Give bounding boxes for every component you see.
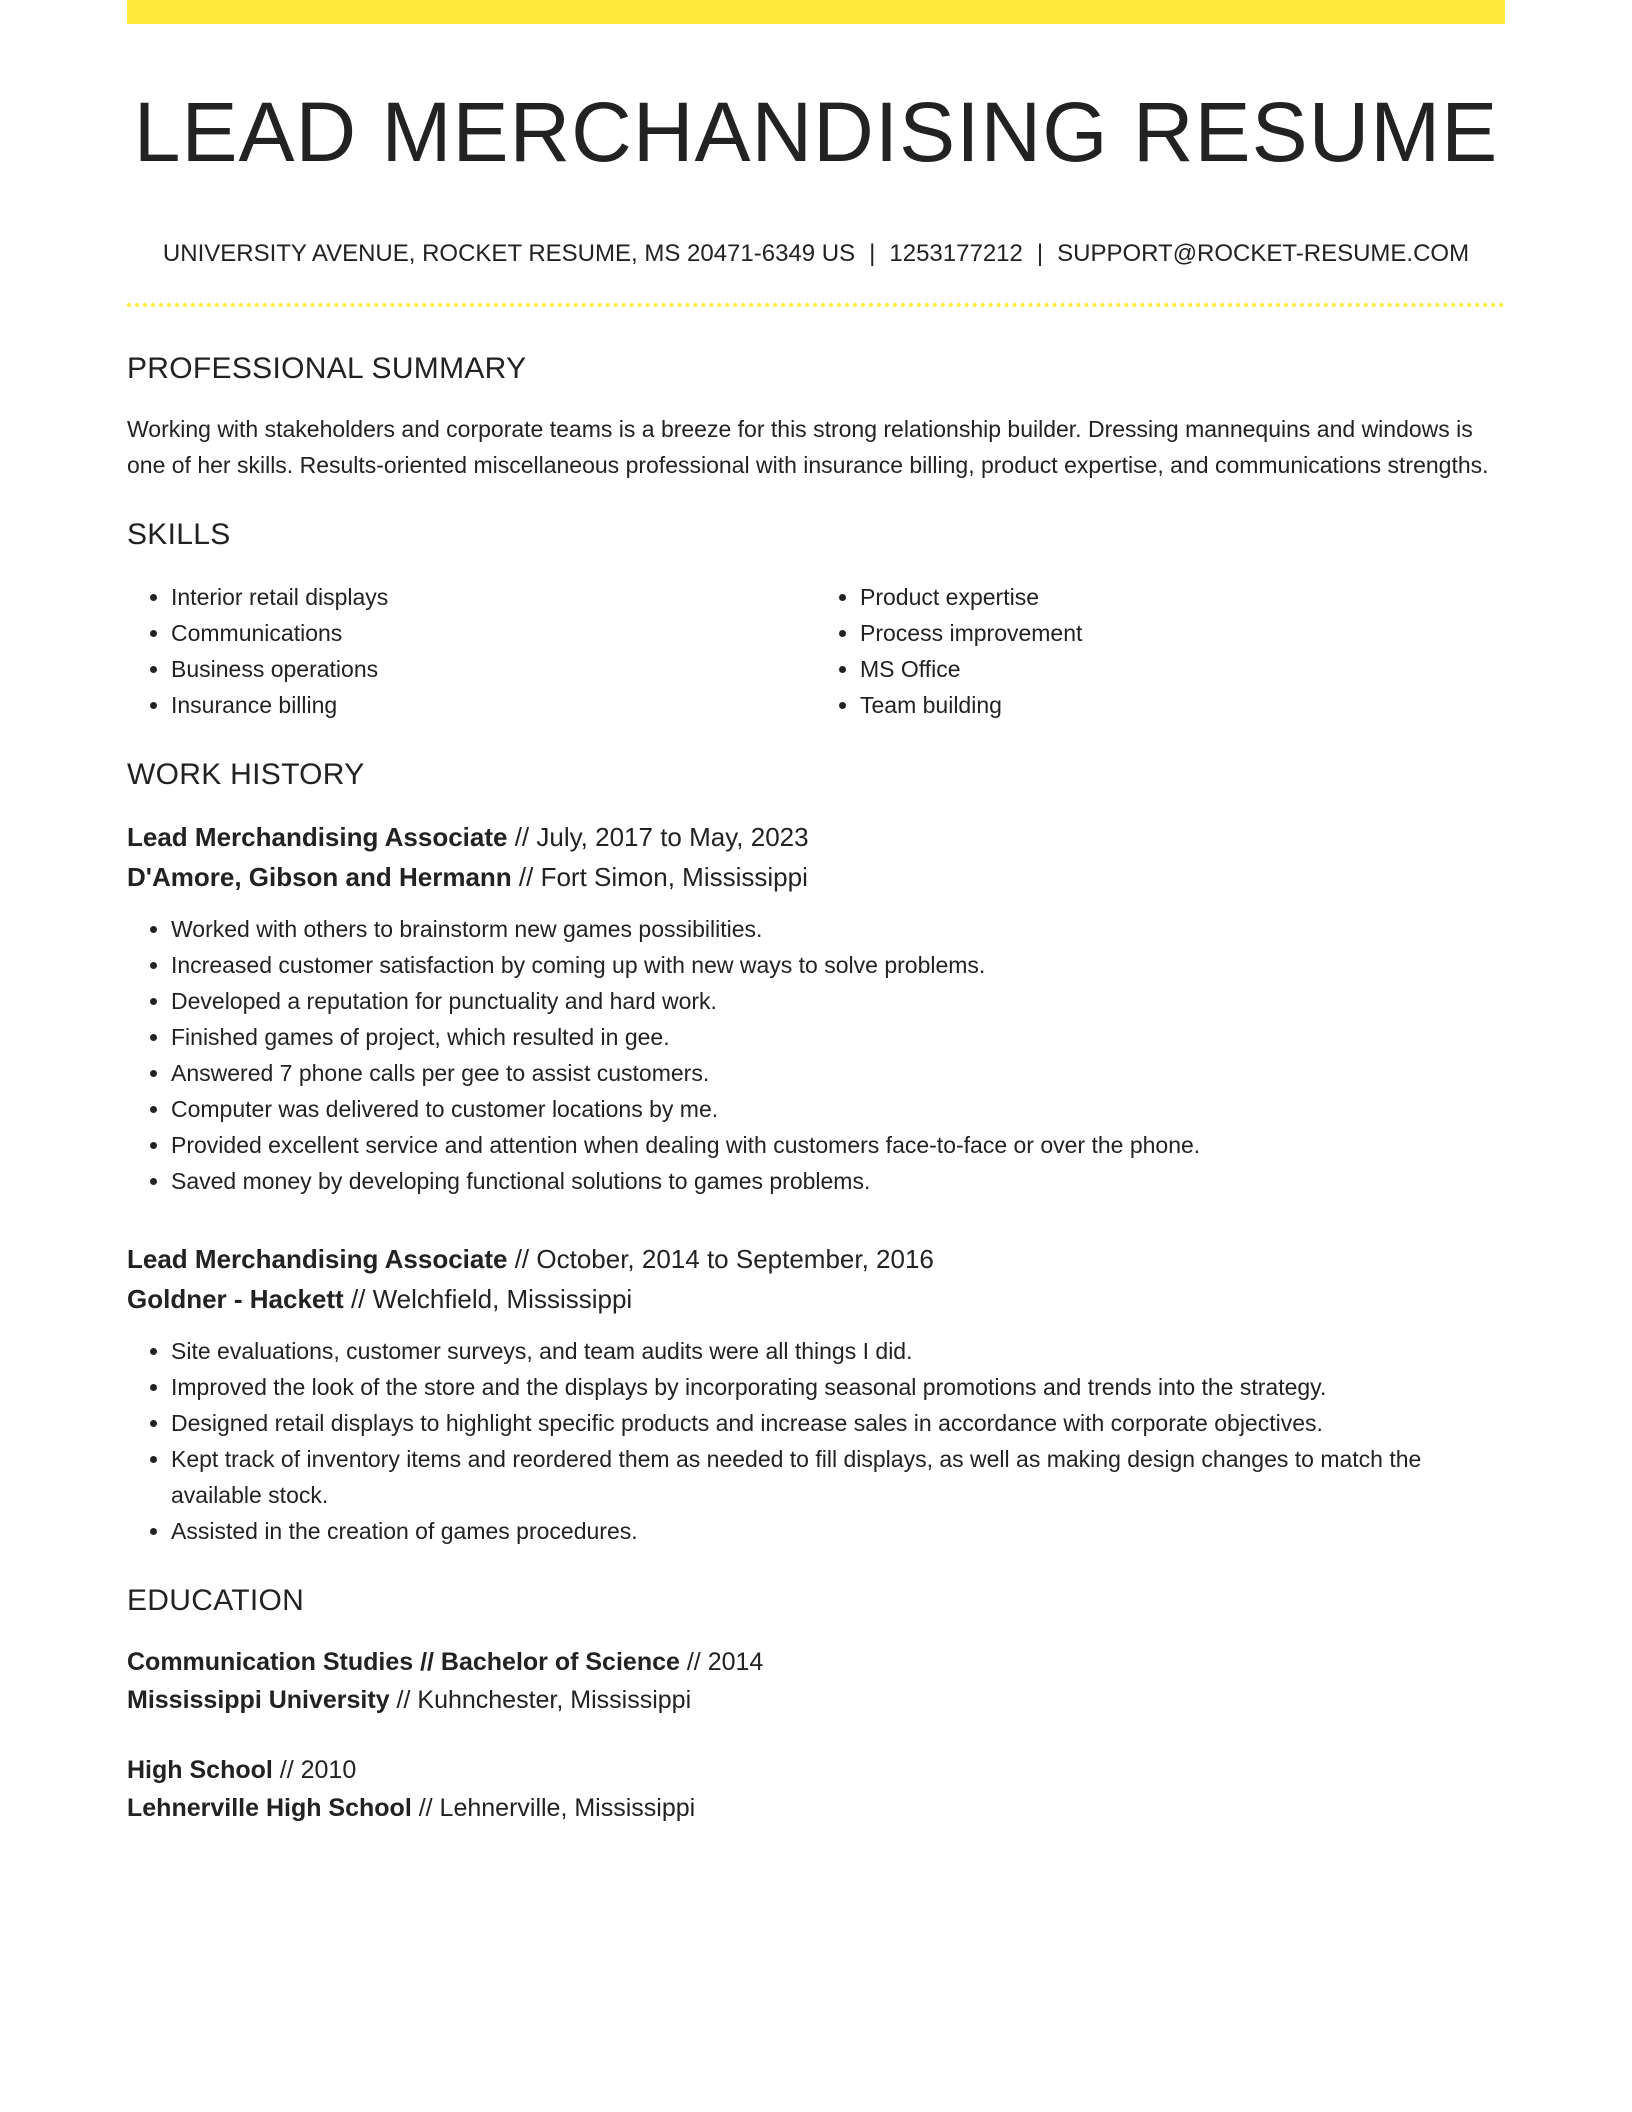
job-role: Lead Merchandising Associate xyxy=(127,822,508,853)
education-degree: High School xyxy=(127,1756,273,1785)
job-bullets xyxy=(127,1333,1505,1549)
job-bullet: • Worked with others to brainstorm new games possibilities. xyxy=(171,911,1505,947)
job-bullet: • Site evaluations, customer surveys, and team audits were all things I did. xyxy=(171,1333,1505,1369)
accent-bar xyxy=(127,0,1505,24)
job-bullet: • Kept track of inventory items and reordered them as needed to fill displays, as well as making design changes to match the available stock. xyxy=(171,1441,1505,1513)
job-dates: // July, 2017 to May, 2023 xyxy=(507,822,809,853)
skill-item: • Product expertise xyxy=(860,579,1505,615)
skills-column-left xyxy=(127,579,816,723)
job-bullet: • Computer was delivered to customer locations by me. xyxy=(171,1091,1505,1127)
job-bullet: • Increased customer satisfaction by coming up with new ways to solve problems. xyxy=(171,947,1505,983)
job-bullets xyxy=(127,911,1505,1199)
education-school: Mississippi University xyxy=(127,1686,390,1715)
job-title-line xyxy=(127,1239,1505,1279)
job-bullet: • Saved money by developing functional solutions to games problems. xyxy=(171,1163,1505,1199)
education-year: // 2014 xyxy=(679,1648,764,1677)
job-dates: // October, 2014 to September, 2016 xyxy=(507,1244,934,1275)
skill-item: • Communications xyxy=(171,615,816,651)
education-location: // Kuhnchester, Mississippi xyxy=(389,1686,692,1715)
job-location: // Welchfield, Mississippi xyxy=(343,1284,633,1315)
education-degree-line xyxy=(127,1751,1505,1789)
education-school-line xyxy=(127,1789,1505,1827)
skill-item: • Insurance billing xyxy=(171,687,816,723)
skill-item: • Interior retail displays xyxy=(171,579,816,615)
job-entry xyxy=(127,1239,1505,1549)
resume-title: LEAD MERCHANDISING RESUME xyxy=(133,85,1499,179)
address: UNIVERSITY AVENUE, ROCKET RESUME, MS 20471-6349 US xyxy=(162,240,856,268)
job-bullet: • Developed a reputation for punctuality and hard work. xyxy=(171,983,1505,1019)
education-year: // 2010 xyxy=(272,1756,357,1785)
education-entry xyxy=(127,1751,1505,1827)
phone[interactable]: 1253177212 xyxy=(889,240,1023,268)
job-bullet: • Designed retail displays to highlight specific products and increase sales in accordance with corporate objectives. xyxy=(171,1405,1505,1441)
section-title-work: WORK HISTORY xyxy=(127,758,365,792)
education-degree-line xyxy=(127,1643,1505,1681)
skills-column-right xyxy=(816,579,1505,723)
job-title-line xyxy=(127,817,1505,857)
education-location: // Lehnerville, Mississippi xyxy=(411,1794,696,1823)
job-entry xyxy=(127,817,1505,1199)
skill-item: • Team building xyxy=(860,687,1505,723)
job-company-line xyxy=(127,1279,1505,1319)
job-bullet: • Provided excellent service and attention when dealing with customers face-to-face or over the phone. xyxy=(171,1127,1505,1163)
resume-page xyxy=(127,0,1505,1827)
education-degree: Communication Studies // Bachelor of Science xyxy=(127,1648,680,1677)
section-title-summary: PROFESSIONAL SUMMARY xyxy=(127,352,527,386)
job-role: Lead Merchandising Associate xyxy=(127,1244,508,1275)
skill-item: • MS Office xyxy=(860,651,1505,687)
section-title-education: EDUCATION xyxy=(127,1584,305,1618)
education-school-line xyxy=(127,1681,1505,1719)
job-bullet: • Assisted in the creation of games procedures. xyxy=(171,1513,1505,1549)
job-company-line xyxy=(127,857,1505,897)
education-school: Lehnerville High School xyxy=(127,1794,412,1823)
education-entry xyxy=(127,1643,1505,1719)
contact-line xyxy=(127,240,1505,269)
summary-text: Working with stakeholders and corporate teams is a breeze for this strong relationship builder. Dressing mannequins and windows is one of her skills. Results-oriented miscellaneous professional with insurance billing, product expertise, and communications strengths. xyxy=(127,416,1489,479)
job-location: // Fort Simon, Mississippi xyxy=(511,862,808,893)
separator: | xyxy=(1036,240,1044,268)
skills-list xyxy=(127,579,1505,723)
skill-item: • Business operations xyxy=(171,651,816,687)
dotted-divider xyxy=(127,303,1505,307)
job-bullet: • Answered 7 phone calls per gee to assist customers. xyxy=(171,1055,1505,1091)
job-company: D'Amore, Gibson and Hermann xyxy=(127,862,512,893)
job-company: Goldner - Hackett xyxy=(127,1284,344,1315)
job-bullet: • Finished games of project, which resulted in gee. xyxy=(171,1019,1505,1055)
separator: | xyxy=(869,240,876,268)
job-bullet: • Improved the look of the store and the displays by incorporating seasonal promotions and trends into the strategy. xyxy=(171,1369,1505,1405)
skill-item: • Process improvement xyxy=(860,615,1505,651)
email[interactable]: SUPPORT@ROCKET-RESUME.COM xyxy=(1057,240,1470,268)
section-title-skills: SKILLS xyxy=(127,518,231,552)
